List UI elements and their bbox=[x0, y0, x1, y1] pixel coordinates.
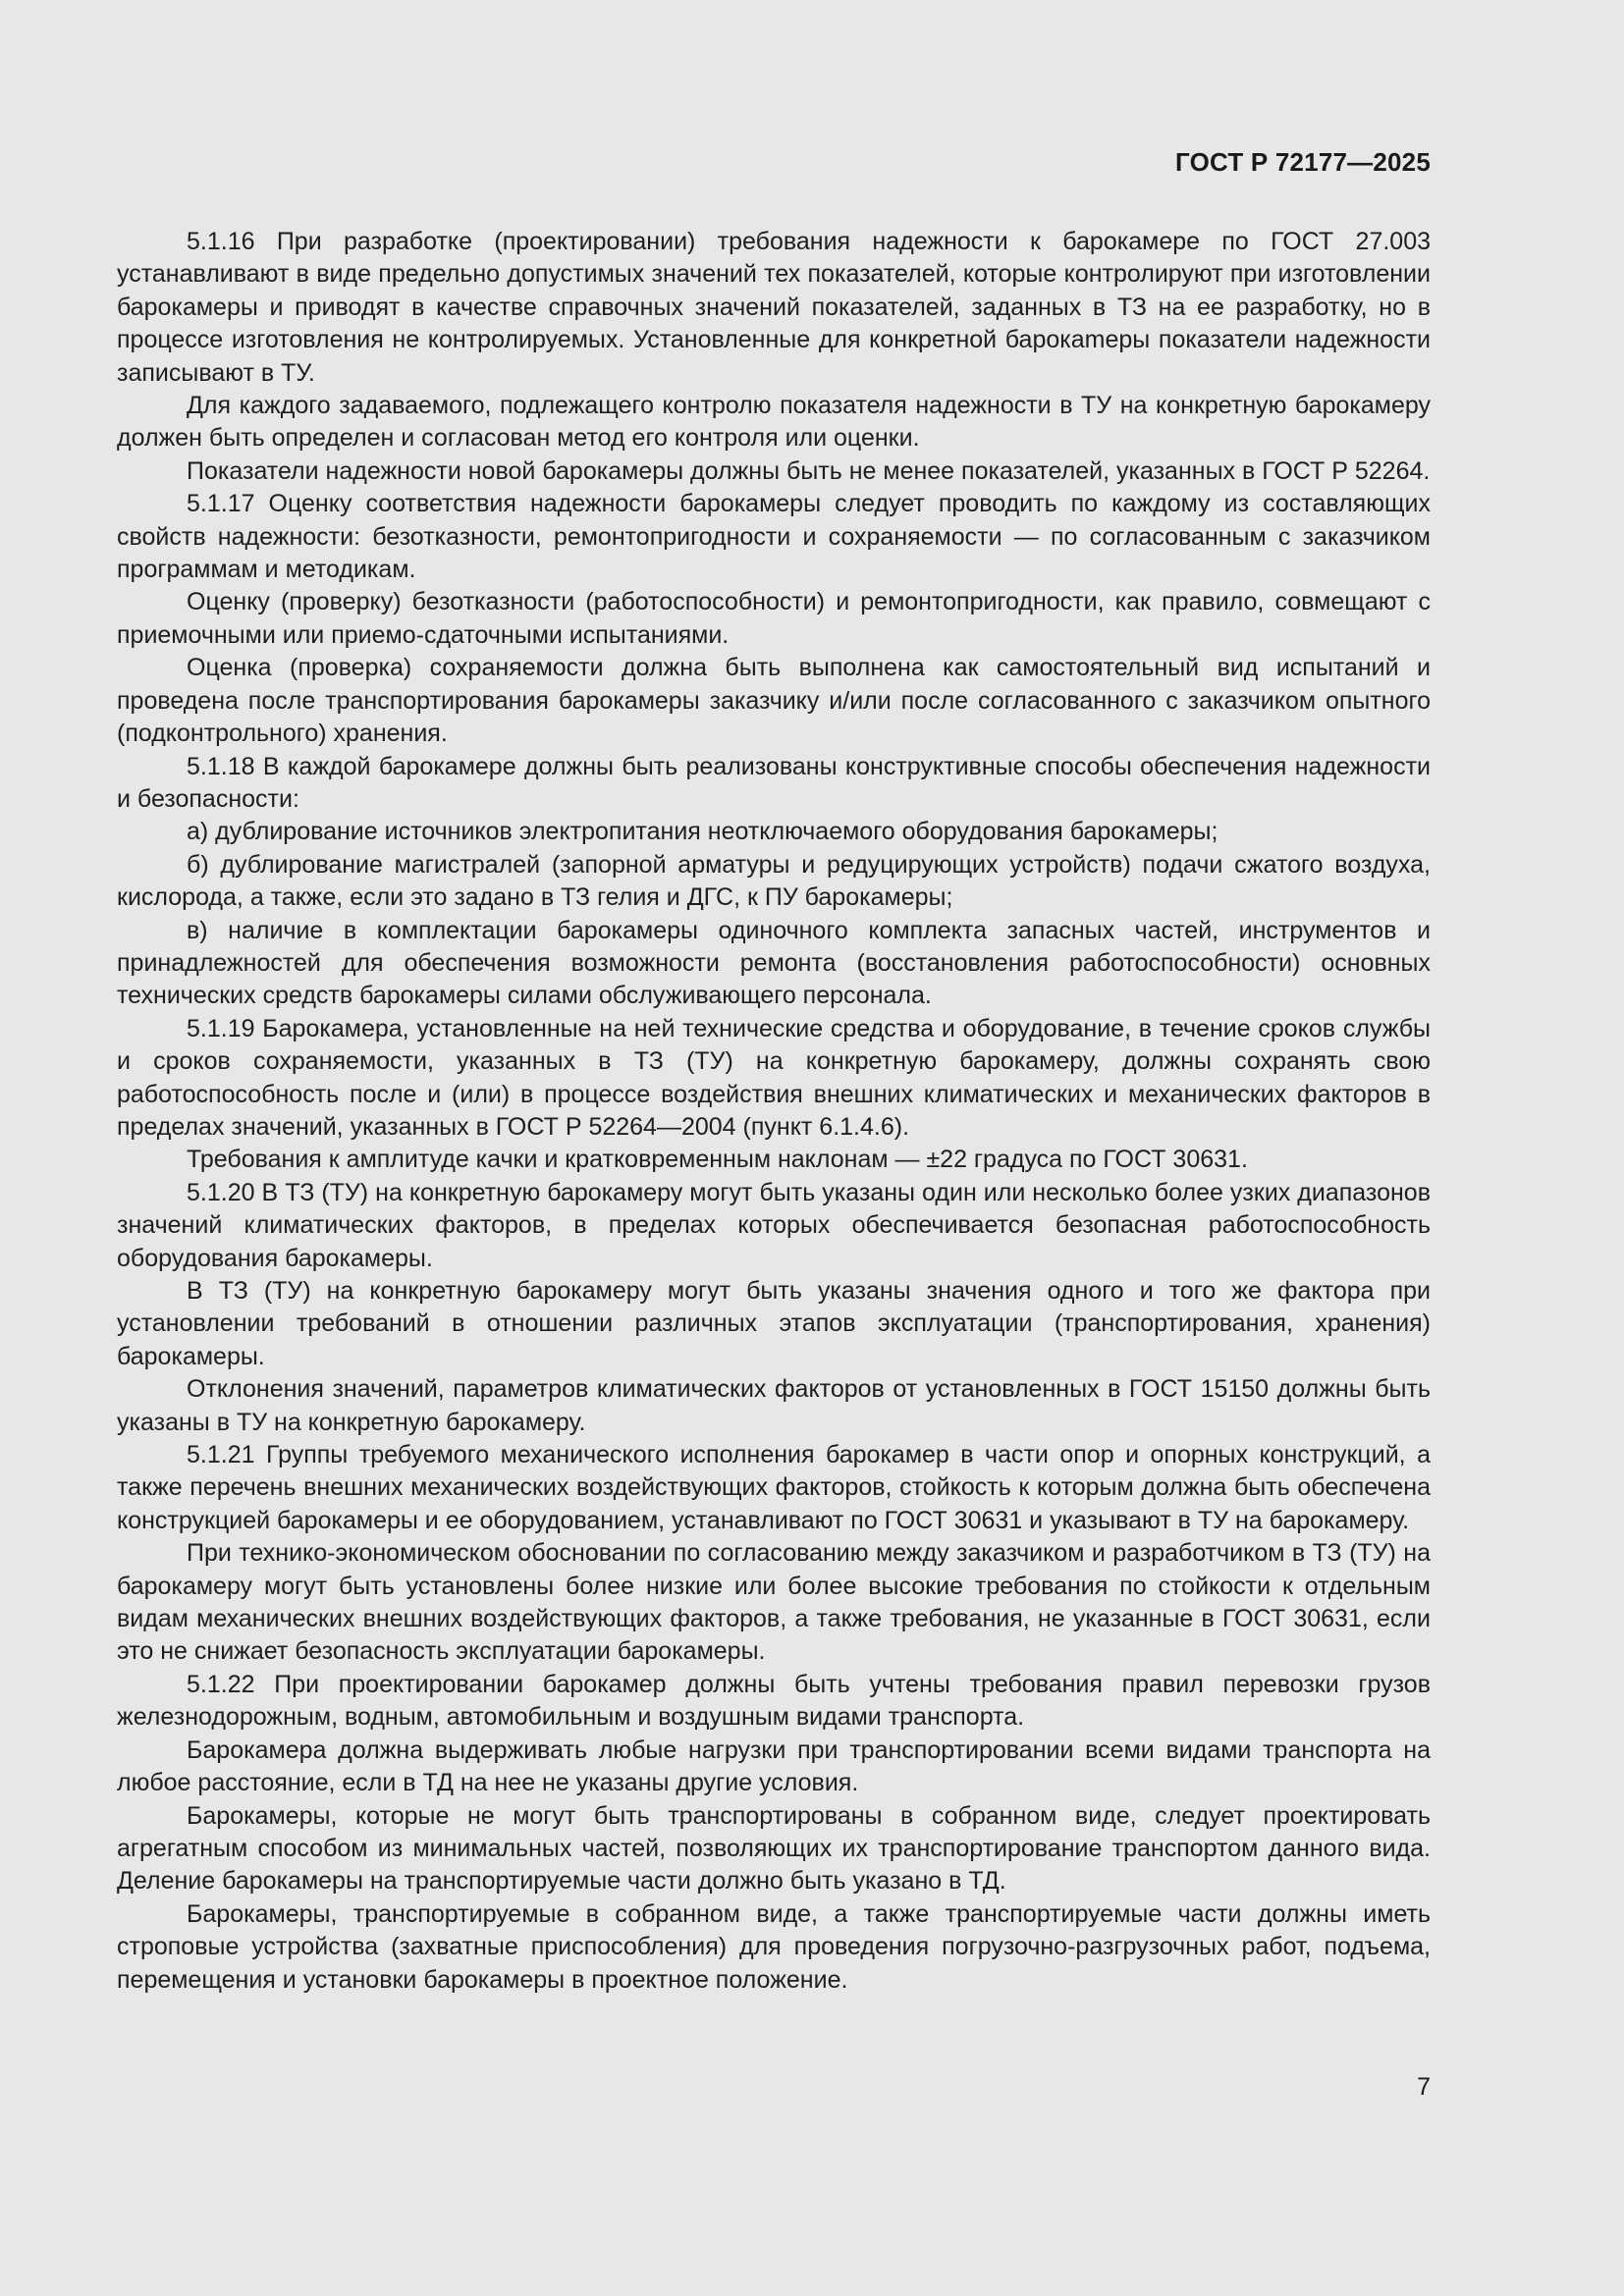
paragraph-5-1-19: 5.1.19 Барокамера, установленные на ней технические средства и оборудование, в течение сроков службы и сроков сохраняемости, указанных в ТЗ (ТУ) на конкретную барокамеру, должны сохранять свою работоспособность после и (или) в процессе воздействия внешних климатических и механических факторов в пределах значений, указанных в ГОСТ Р 52264—2004 (пункт 6.1.4.6). bbox=[117, 1014, 1431, 1141]
paragraph-5-1-17: 5.1.17 Оценку соответствия надежности барокамеры следует проводить по каждому из составляющих свойств надежности: безотказности, ремонтопригодности и сохраняемости — по согласованным с заказчиком программам и методикам. bbox=[117, 490, 1431, 584]
paragraph-5-1-20: 5.1.20 В ТЗ (ТУ) на конкретную барокамеру могут быть указаны один или несколько более узких диапазонов значений климатических факторов, в пределах которых обеспечивается безопасная работоспособность оборудования барокамеры. bbox=[117, 1178, 1431, 1272]
paragraph-5-1-16: 5.1.16 При разработке (проектировании) требования надежности к барокамере по ГОСТ 27.003 устанавливают в виде предельно допустимых значений тех показателей, которые контролируют при изготовлении барокамеры и приводят в качестве справочных значений показателей, заданных в ТЗ на ее разработку, но в процессе изготовления не контролируемых. Установленные для конкретной барокаmеры показатели надежности записывают в ТУ. bbox=[117, 228, 1431, 387]
paragraph: При технико-экономическом обосновании по согласованию между заказчиком и разработчиком в ТЗ (ТУ) на барокамеру могут быть установлены более низкие или более высокие требования по стойкости к отдельным видам механических внешних воздействующих факторов, а также требования, не указанные в ГОСТ 30631, если это не снижает безопасность эксплуатации барокамеры. bbox=[117, 1539, 1431, 1666]
paragraph: Требования к амплитуде качки и кратковременным наклонам — ±22 градуса по ГОСТ 30631. bbox=[187, 1146, 1248, 1174]
paragraph: Отклонения значений, параметров климатических факторов от установленных в ГОСТ 15150 должны быть указаны в ТУ на конкретную барокамеру. bbox=[117, 1375, 1431, 1436]
paragraph: Оценку (проверку) безотказности (работоспособности) и ремонтопригодности, как правило, совмещают с приемочными или приемо-сдаточными испытаниями. bbox=[117, 588, 1431, 649]
paragraph: Барокамеры, которые не могут быть транспортированы в собранном виде, следует проектировать агрегатным способом из минимальных частей, позволяющих их транспортирование транспортом данного вида. Деление барокамеры на транспортируемые части должно быть указано в ТД. bbox=[117, 1801, 1431, 1896]
document-body bbox=[117, 226, 1431, 1997]
paragraph: Барокамера должна выдерживать любые нагрузки при транспортировании всеми видами транспорта на любое расстояние, если в ТД на нее не указаны другие условия. bbox=[117, 1735, 1431, 1797]
paragraph: Для каждого задаваемого, подлежащего контролю показателя надежности в ТУ на конкретную барокамеру должен быть определен и согласован метод его контроля или оценки. bbox=[117, 392, 1431, 453]
paragraph: Оценка (проверка) сохраняемости должна быть выполнена как самостоятельный вид испытаний и проведена после транспортирования барокамеры заказчику и/или после согласованного с заказчиком опытного (подконтрольного) хранения. bbox=[117, 654, 1431, 748]
page-number: 7 bbox=[1417, 2073, 1431, 2101]
list-item-b: б) дублирование магистралей (запорной арматуры и редуцирующих устройств) подачи сжатого воздуха, кислорода, а также, если это задано в ТЗ гелия и ДГС, к ПУ барокамеры; bbox=[117, 850, 1431, 912]
paragraph: В ТЗ (ТУ) на конкретную барокамеру могут быть указаны значения одного и того же фактора при установлении требований в отношении различных этапов эксплуатации (транспортирования, хранения) барокамеры. bbox=[117, 1277, 1431, 1370]
document-standard-code: ГОСТ Р 72177—2025 bbox=[1175, 147, 1431, 177]
paragraph-5-1-18: 5.1.18 В каждой барокамере должны быть реализованы конструктивные способы обеспечения надежности и безопасности: bbox=[117, 752, 1431, 813]
paragraph-5-1-21: 5.1.21 Группы требуемого механического исполнения барокамер в части опор и опорных конструкций, а также перечень внешних механических воздействующих факторов, стойкость к которым должна быть обеспечена конструкцией барокамеры и ее оборудованием, устанавливают по ГОСТ 30631 и указывают в ТУ на барокамеру. bbox=[117, 1441, 1431, 1534]
paragraph: Показатели надежности новой барокамеры должны быть не менее показателей, указанных в ГОСТ Р 52264. bbox=[187, 456, 1431, 485]
paragraph-5-1-22: 5.1.22 При проектировании барокамер должны быть учтены требования правил перевозки грузов железнодорожным, водным, автомобильным и воздушным видами транспорта. bbox=[117, 1670, 1431, 1732]
paragraph: Барокамеры, транспортируемые в собранном виде, а также транспортируемые части должны иметь строповые устройства (захватные приспособления) для проведения погрузочно-разгрузочных работ, подъема, перемещения и установки барокамеры в проектное положение. bbox=[117, 1899, 1431, 1994]
list-item-v: в) наличие в комплектации барокамеры одиночного комплекта запасных частей, инструментов и принадлежностей для обеспечения возможности ремонта (восстановления работоспособности) основных технических средств барокамеры силами обслуживающего персонала. bbox=[117, 916, 1431, 1010]
list-item-a: а) дублирование источников электропитания неотключаемого оборудования барокамеры; bbox=[187, 818, 1218, 846]
